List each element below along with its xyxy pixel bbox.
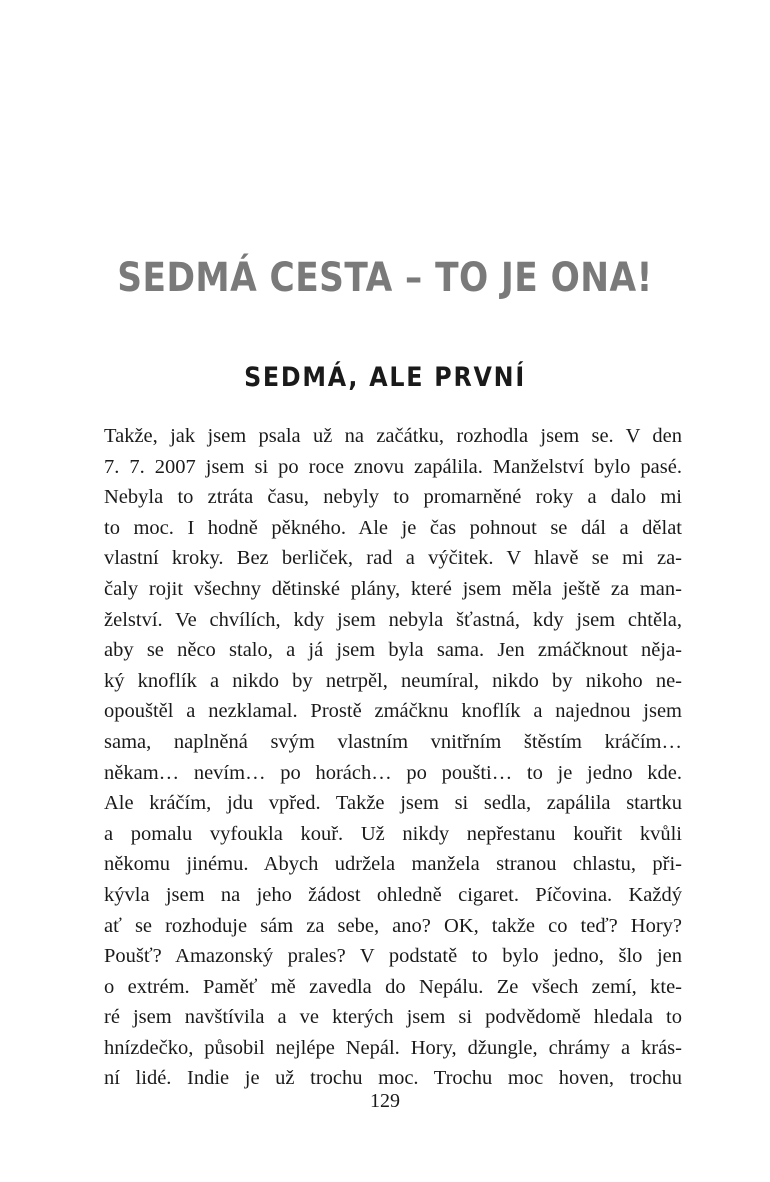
text-line: sama, naplněná svým vlastním vnitřním štěstím kráčím…	[104, 730, 682, 753]
text-line: někam… nevím… po horách… po poušti… to je jedno kde.	[104, 761, 682, 784]
text-line: Takže, jak jsem psala už na začátku, rozhodla jsem se. V den	[104, 425, 682, 447]
text-line: někomu jinému. Abych udržela manžela stranou chlastu, při-	[104, 853, 682, 876]
chapter-title: SEDMÁ CESTA – TO JE ONA!	[117, 255, 653, 301]
text-line: o extrém. Paměť mě zavedla do Nepálu. Ze všech zemí, kte-	[104, 975, 682, 998]
text-line: hnízdečko, působil nejlépe Nepál. Hory, džungle, chrámy a krás-	[104, 1036, 682, 1059]
text-line: Ale kráčím, jdu vpřed. Takže jsem si sedla, zapálila startku	[104, 792, 682, 815]
text-line: opouštěl a nezklamal. Prostě zmáčknu knoflík a najednou jsem	[104, 700, 682, 723]
text-line: čaly rojit všechny dětinské plány, které jsem měla ještě za man-	[104, 577, 682, 600]
text-line: 7. 7. 2007 jsem si po roce znovu zapálila. Manželství bylo pasé.	[104, 455, 682, 478]
body-text	[104, 421, 682, 1094]
text-line: vlastní kroky. Bez berliček, rad a výčitek. V hlavě se mi za-	[104, 547, 682, 570]
text-line: to moc. I hodně pěkného. Ale je čas pohnout se dál a dělat	[104, 516, 682, 539]
text-line: ký knoflík a nikdo by netrpěl, neumíral, nikdo by nikoho ne-	[104, 669, 682, 692]
text-line: Poušť? Amazonský prales? V podstatě to bylo jedno, šlo jen	[104, 945, 682, 968]
text-line: a pomalu vyfoukla kouř. Už nikdy nepřestanu kouřit kvůli	[104, 822, 682, 845]
section-title: SEDMÁ, ALE PRVNÍ	[244, 362, 526, 393]
text-line: Nebyla to ztráta času, nebyly to promarněné roky a dalo mi	[104, 486, 682, 509]
text-line: kývla jsem na jeho žádost ohledně cigaret. Píčovina. Každý	[104, 883, 682, 906]
page-number: 129	[370, 1090, 400, 1112]
text-line: želství. Ve chvílích, kdy jsem nebyla šťastná, kdy jsem chtěla,	[104, 608, 682, 631]
text-line: ať se rozhoduje sám za sebe, ano? OK, takže co teď? Hory?	[104, 914, 682, 937]
text-line: ré jsem navštívila a ve kterých jsem si podvědomě hledala to	[104, 1006, 682, 1029]
text-line: aby se něco stalo, a já jsem byla sama. Jen zmáčknout něja-	[104, 639, 682, 662]
text-line: ní lidé. Indie je už trochu moc. Trochu moc hoven, trochu	[104, 1067, 682, 1090]
